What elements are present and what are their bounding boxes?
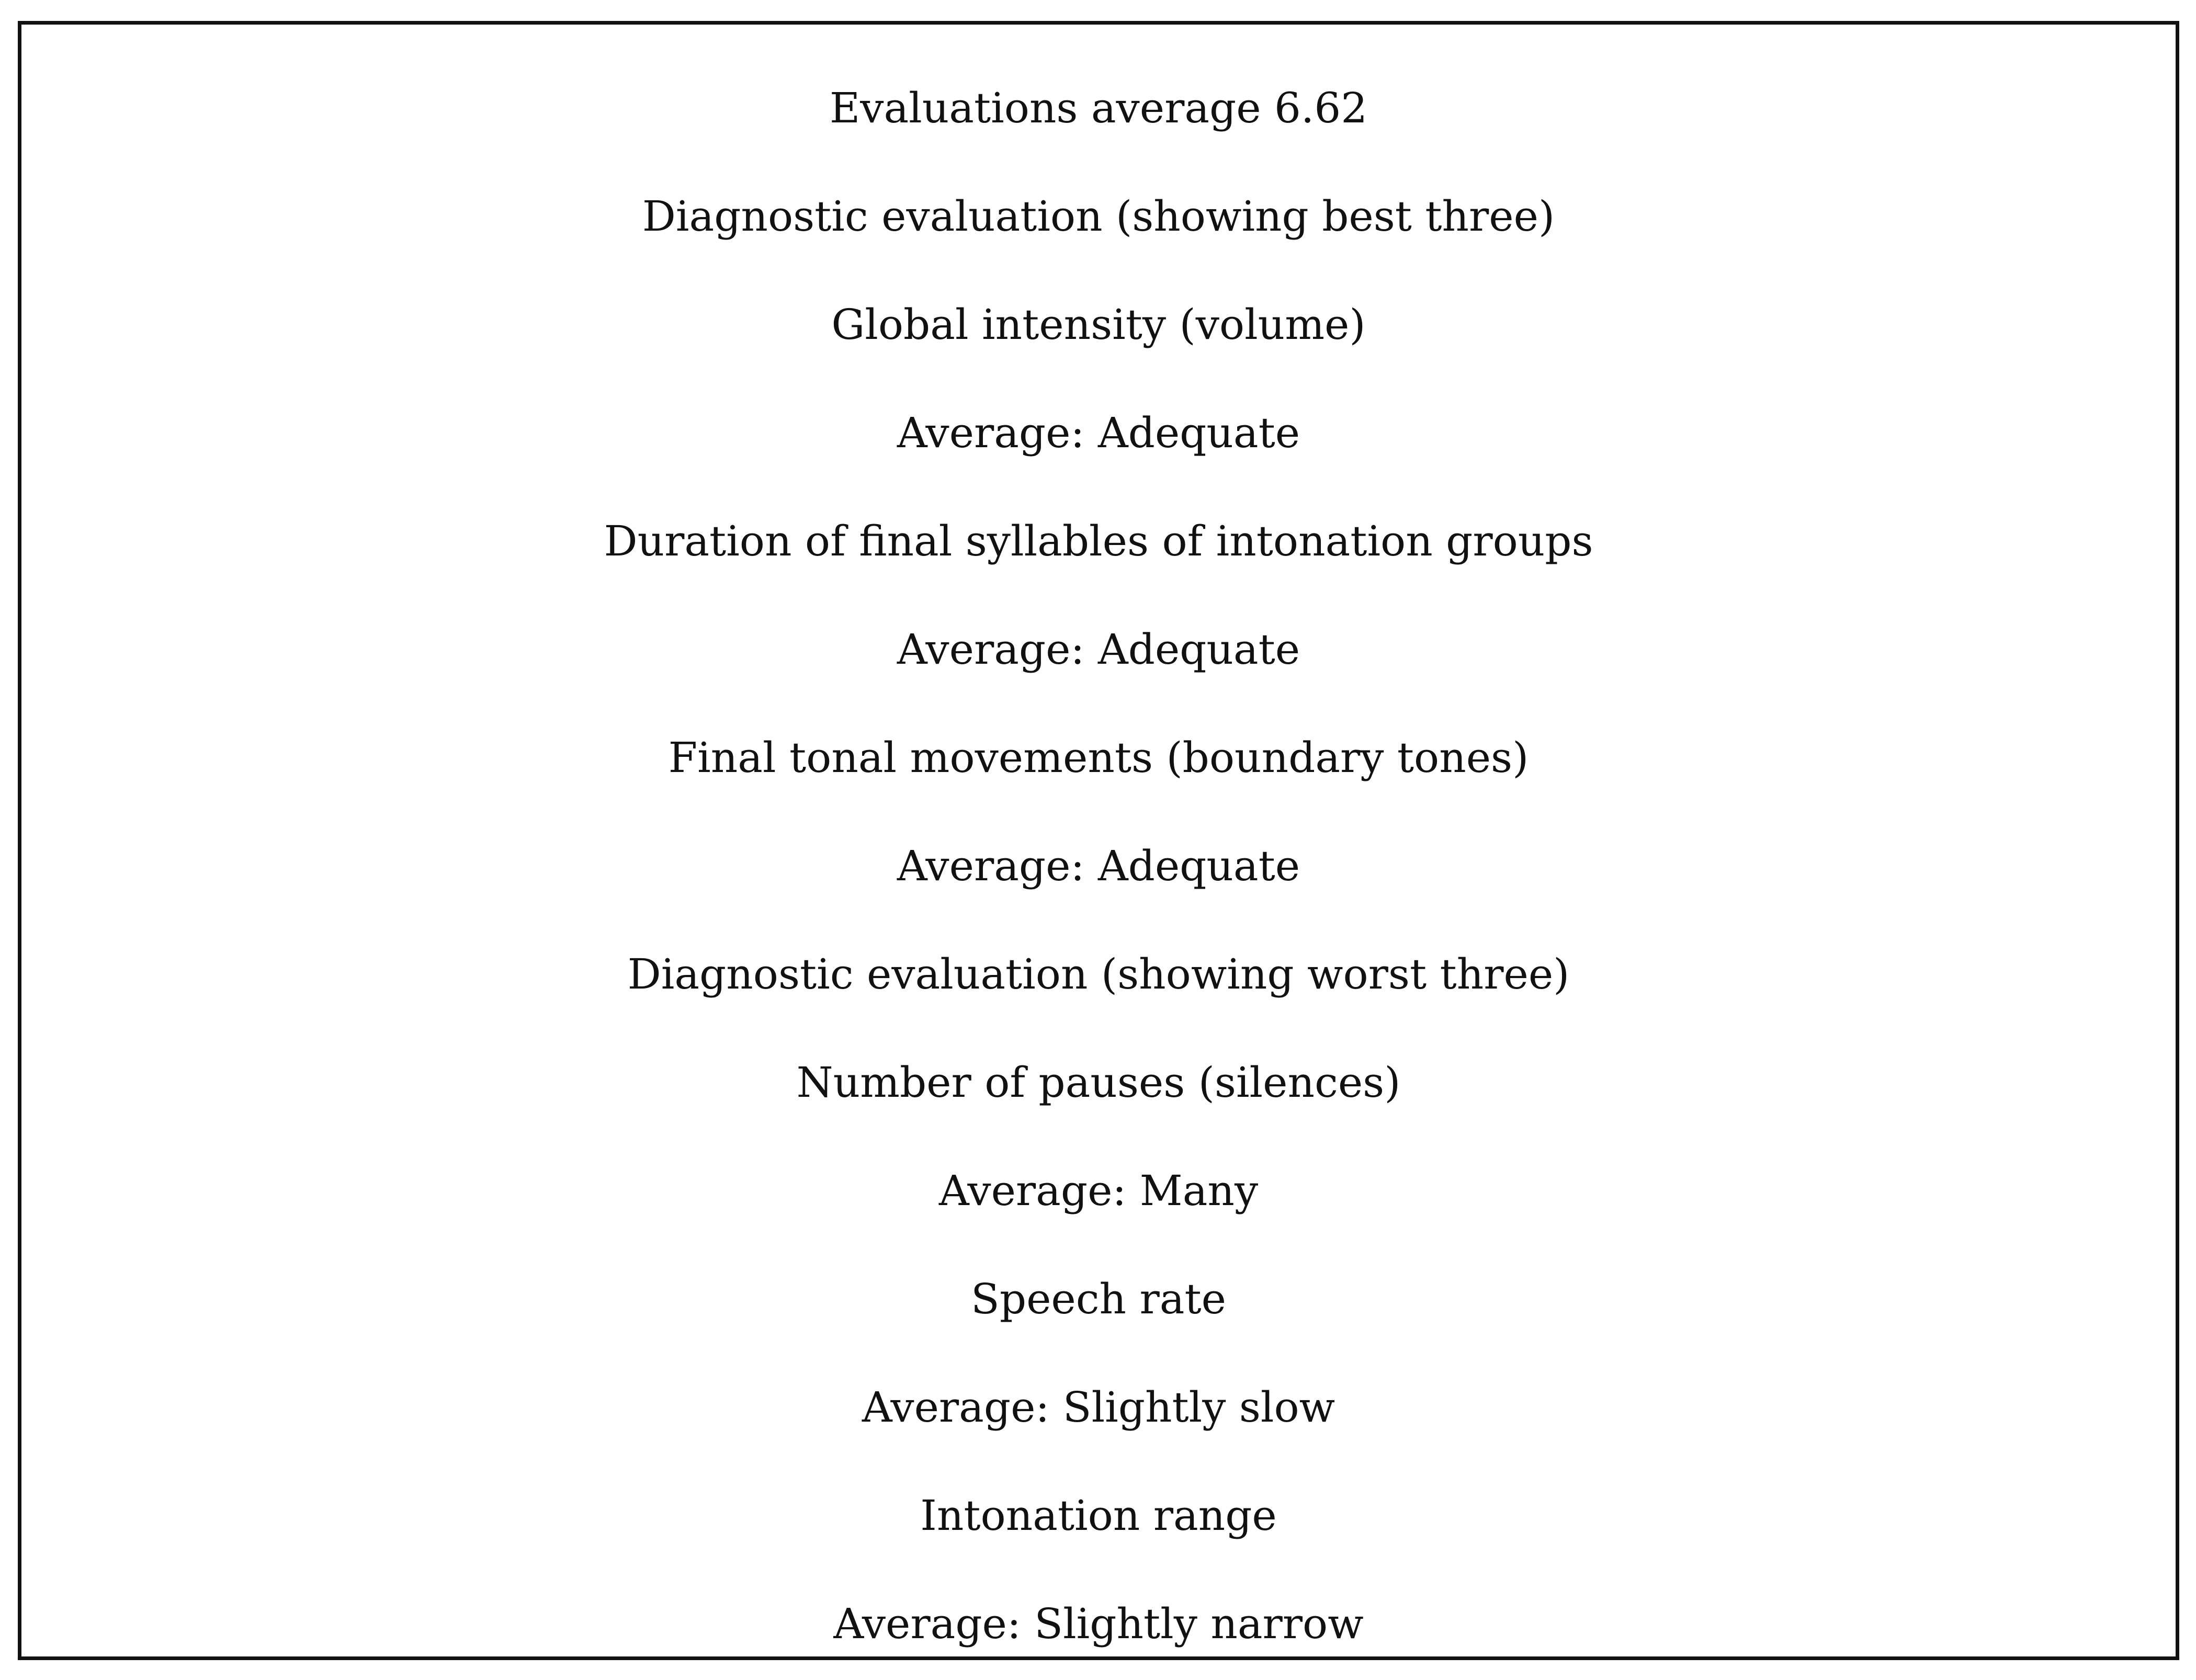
best-item-2-label: Duration of final syllables of intonation groups (604, 517, 1593, 565)
evaluation-panel (18, 21, 2179, 1660)
best-three-heading: Diagnostic evaluation (showing best three) (642, 192, 1555, 241)
worst-item-2-result: Average: Slightly slow (862, 1383, 1335, 1432)
best-item-1-label: Global intensity (volume) (831, 300, 1366, 349)
best-item-2-result: Average: Adequate (897, 625, 1300, 674)
worst-item-3-result: Average: Slightly narrow (833, 1599, 1364, 1648)
worst-item-1-result: Average: Many (938, 1166, 1259, 1215)
best-item-1-result: Average: Adequate (897, 408, 1300, 457)
best-item-3-result: Average: Adequate (897, 842, 1300, 890)
worst-item-2-label: Speech rate (971, 1275, 1226, 1323)
worst-item-1-label: Number of pauses (silences) (796, 1058, 1401, 1107)
evaluations-average: Evaluations average 6.62 (829, 84, 1368, 132)
worst-item-3-label: Intonation range (920, 1491, 1277, 1540)
worst-three-heading: Diagnostic evaluation (showing worst three) (627, 950, 1570, 998)
best-item-3-label: Final tonal movements (boundary tones) (668, 733, 1529, 782)
